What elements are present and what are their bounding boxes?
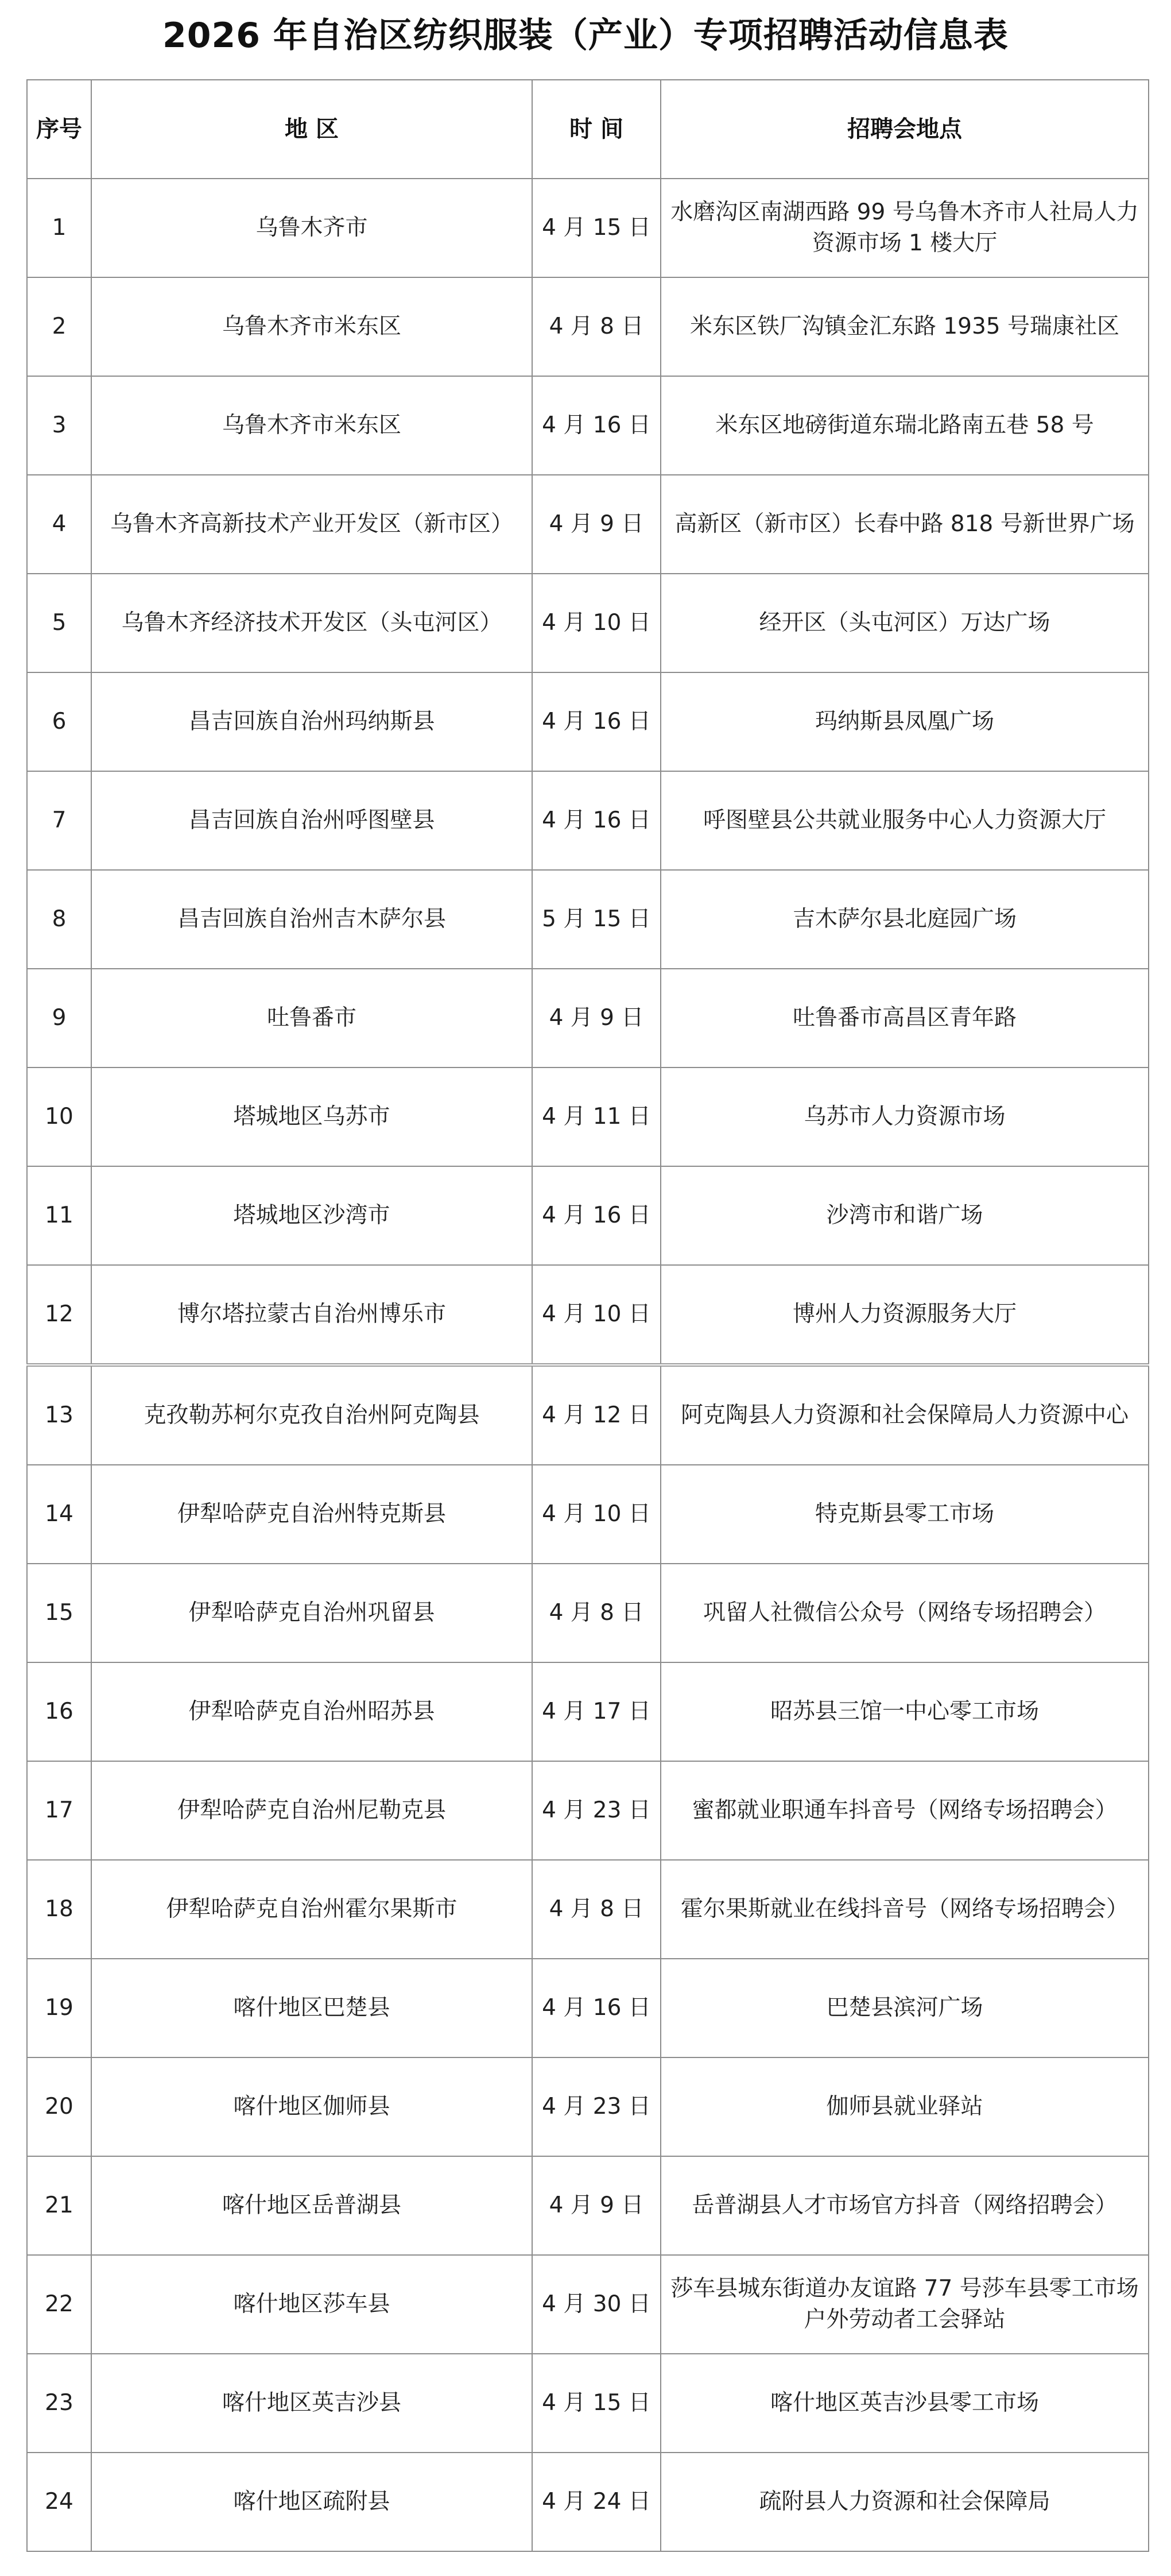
cell-no: 15 <box>27 1564 91 1662</box>
cell-place: 博州人力资源服务大厅 <box>661 1265 1149 1365</box>
table-header <box>27 80 1149 179</box>
cell-time: 4 月 15 日 <box>532 179 661 277</box>
cell-time: 4 月 9 日 <box>532 475 661 574</box>
cell-place: 伽师县就业驿站 <box>661 2057 1149 2156</box>
recruitment-info-table <box>26 79 1149 2552</box>
table-row <box>27 2255 1149 2354</box>
table-row <box>27 1564 1149 1662</box>
header-place: 招聘会地点 <box>661 80 1149 179</box>
table-row <box>27 1959 1149 2057</box>
cell-no: 8 <box>27 870 91 969</box>
cell-no: 7 <box>27 771 91 870</box>
table-row <box>27 2057 1149 2156</box>
cell-time: 4 月 8 日 <box>532 277 661 376</box>
table-row <box>27 1365 1149 1465</box>
header-region: 地 区 <box>91 80 532 179</box>
cell-no: 14 <box>27 1465 91 1564</box>
table-row <box>27 2354 1149 2453</box>
cell-region: 乌鲁木齐高新技术产业开发区（新市区） <box>91 475 532 574</box>
page-title: 2026 年自治区纺织服装（产业）专项招聘活动信息表 <box>162 16 1009 56</box>
cell-time: 5 月 15 日 <box>532 870 661 969</box>
table-row <box>27 1860 1149 1959</box>
cell-region: 塔城地区沙湾市 <box>91 1166 532 1265</box>
cell-no: 3 <box>27 376 91 475</box>
cell-time: 4 月 16 日 <box>532 771 661 870</box>
cell-region: 克孜勒苏柯尔克孜自治州阿克陶县 <box>91 1365 532 1465</box>
table-row <box>27 2453 1149 2551</box>
cell-region: 博尔塔拉蒙古自治州博乐市 <box>91 1265 532 1365</box>
table-row <box>27 179 1149 277</box>
cell-place: 经开区（头屯河区）万达广场 <box>661 574 1149 672</box>
cell-region: 喀什地区莎车县 <box>91 2255 532 2354</box>
cell-no: 6 <box>27 672 91 771</box>
cell-no: 12 <box>27 1265 91 1365</box>
cell-no: 9 <box>27 969 91 1067</box>
table-row <box>27 574 1149 672</box>
cell-region: 喀什地区英吉沙县 <box>91 2354 532 2453</box>
cell-time: 4 月 23 日 <box>532 2057 661 2156</box>
cell-place: 呼图壁县公共就业服务中心人力资源大厅 <box>661 771 1149 870</box>
cell-time: 4 月 23 日 <box>532 1761 661 1860</box>
cell-region: 伊犁哈萨克自治州霍尔果斯市 <box>91 1860 532 1959</box>
cell-place: 岳普湖县人才市场官方抖音（网络招聘会） <box>661 2156 1149 2255</box>
cell-place: 阿克陶县人力资源和社会保障局人力资源中心 <box>661 1365 1149 1465</box>
cell-no: 1 <box>27 179 91 277</box>
cell-time: 4 月 15 日 <box>532 2354 661 2453</box>
cell-place: 玛纳斯县凤凰广场 <box>661 672 1149 771</box>
cell-time: 4 月 9 日 <box>532 969 661 1067</box>
table-row <box>27 969 1149 1067</box>
table-body <box>27 179 1149 2551</box>
cell-region: 乌鲁木齐经济技术开发区（头屯河区） <box>91 574 532 672</box>
table-row <box>27 771 1149 870</box>
cell-place: 巩留人社微信公众号（网络专场招聘会） <box>661 1564 1149 1662</box>
cell-no: 2 <box>27 277 91 376</box>
cell-region: 喀什地区岳普湖县 <box>91 2156 532 2255</box>
table-row <box>27 1662 1149 1761</box>
cell-time: 4 月 10 日 <box>532 1265 661 1365</box>
cell-place: 巴楚县滨河广场 <box>661 1959 1149 2057</box>
cell-region: 昌吉回族自治州吉木萨尔县 <box>91 870 532 969</box>
cell-place: 乌苏市人力资源市场 <box>661 1067 1149 1166</box>
table-row <box>27 1265 1149 1365</box>
cell-no: 21 <box>27 2156 91 2255</box>
cell-time: 4 月 24 日 <box>532 2453 661 2551</box>
cell-no: 24 <box>27 2453 91 2551</box>
cell-no: 17 <box>27 1761 91 1860</box>
cell-no: 20 <box>27 2057 91 2156</box>
cell-region: 伊犁哈萨克自治州尼勒克县 <box>91 1761 532 1860</box>
cell-time: 4 月 16 日 <box>532 376 661 475</box>
cell-place: 昭苏县三馆一中心零工市场 <box>661 1662 1149 1761</box>
cell-place: 米东区铁厂沟镇金汇东路 1935 号瑞康社区 <box>661 277 1149 376</box>
cell-region: 昌吉回族自治州玛纳斯县 <box>91 672 532 771</box>
table-row <box>27 277 1149 376</box>
cell-place: 霍尔果斯就业在线抖音号（网络专场招聘会） <box>661 1860 1149 1959</box>
table-row <box>27 1067 1149 1166</box>
cell-time: 4 月 16 日 <box>532 672 661 771</box>
cell-time: 4 月 16 日 <box>532 1166 661 1265</box>
cell-region: 伊犁哈萨克自治州特克斯县 <box>91 1465 532 1564</box>
cell-place: 水磨沟区南湖西路 99 号乌鲁木齐市人社局人力资源市场 1 楼大厅 <box>661 179 1149 277</box>
cell-region: 喀什地区巴楚县 <box>91 1959 532 2057</box>
cell-time: 4 月 30 日 <box>532 2255 661 2354</box>
cell-no: 19 <box>27 1959 91 2057</box>
cell-time: 4 月 11 日 <box>532 1067 661 1166</box>
cell-region: 喀什地区疏附县 <box>91 2453 532 2551</box>
table-row <box>27 475 1149 574</box>
cell-no: 16 <box>27 1662 91 1761</box>
cell-time: 4 月 9 日 <box>532 2156 661 2255</box>
cell-region: 伊犁哈萨克自治州巩留县 <box>91 1564 532 1662</box>
cell-place: 沙湾市和谐广场 <box>661 1166 1149 1265</box>
cell-place: 莎车县城东街道办友谊路 77 号莎车县零工市场户外劳动者工会驿站 <box>661 2255 1149 2354</box>
cell-place: 喀什地区英吉沙县零工市场 <box>661 2354 1149 2453</box>
cell-region: 吐鲁番市 <box>91 969 532 1067</box>
cell-region: 乌鲁木齐市米东区 <box>91 376 532 475</box>
cell-place: 疏附县人力资源和社会保障局 <box>661 2453 1149 2551</box>
cell-place: 吐鲁番市高昌区青年路 <box>661 969 1149 1067</box>
table-row <box>27 2156 1149 2255</box>
cell-no: 11 <box>27 1166 91 1265</box>
table-row <box>27 1761 1149 1860</box>
table-row <box>27 1166 1149 1265</box>
cell-place: 高新区（新市区）长春中路 818 号新世界广场 <box>661 475 1149 574</box>
cell-time: 4 月 8 日 <box>532 1860 661 1959</box>
cell-time: 4 月 17 日 <box>532 1662 661 1761</box>
cell-no: 18 <box>27 1860 91 1959</box>
table-row <box>27 376 1149 475</box>
table-row <box>27 672 1149 771</box>
cell-place: 吉木萨尔县北庭园广场 <box>661 870 1149 969</box>
header-row <box>27 80 1149 179</box>
cell-no: 5 <box>27 574 91 672</box>
cell-no: 10 <box>27 1067 91 1166</box>
cell-no: 13 <box>27 1365 91 1465</box>
cell-no: 4 <box>27 475 91 574</box>
cell-region: 昌吉回族自治州呼图壁县 <box>91 771 532 870</box>
cell-no: 22 <box>27 2255 91 2354</box>
cell-region: 乌鲁木齐市 <box>91 179 532 277</box>
cell-time: 4 月 8 日 <box>532 1564 661 1662</box>
cell-place: 特克斯县零工市场 <box>661 1465 1149 1564</box>
cell-no: 23 <box>27 2354 91 2453</box>
table-row <box>27 1465 1149 1564</box>
cell-time: 4 月 16 日 <box>532 1959 661 2057</box>
cell-region: 乌鲁木齐市米东区 <box>91 277 532 376</box>
header-time: 时 间 <box>532 80 661 179</box>
header-no: 序号 <box>27 80 91 179</box>
cell-place: 米东区地磅街道东瑞北路南五巷 58 号 <box>661 376 1149 475</box>
cell-time: 4 月 10 日 <box>532 574 661 672</box>
table-row <box>27 870 1149 969</box>
cell-region: 伊犁哈萨克自治州昭苏县 <box>91 1662 532 1761</box>
cell-region: 塔城地区乌苏市 <box>91 1067 532 1166</box>
cell-region: 喀什地区伽师县 <box>91 2057 532 2156</box>
cell-time: 4 月 10 日 <box>532 1465 661 1564</box>
cell-time: 4 月 12 日 <box>532 1365 661 1465</box>
cell-place: 蜜都就业职通车抖音号（网络专场招聘会） <box>661 1761 1149 1860</box>
